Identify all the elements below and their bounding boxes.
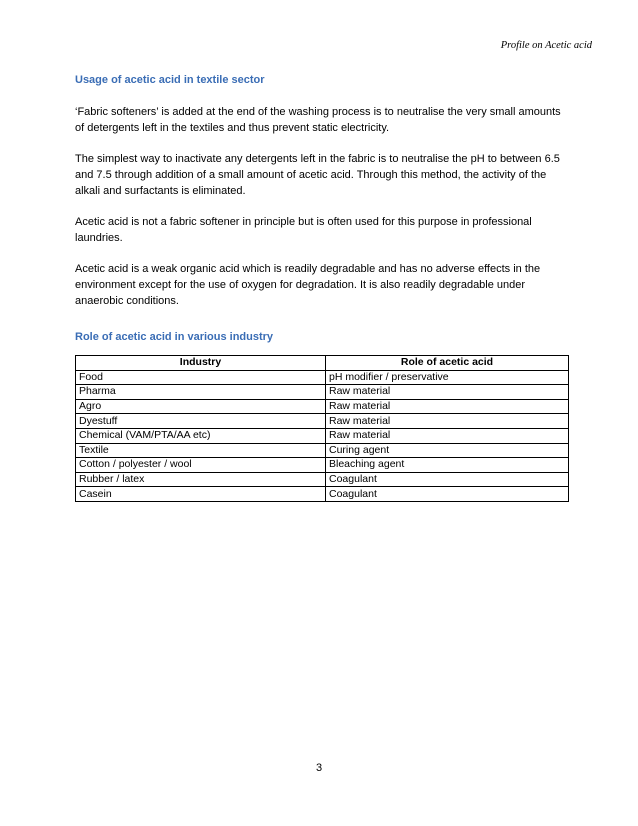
cell-role: Bleaching agent (326, 458, 569, 473)
cell-role: Coagulant (326, 487, 569, 502)
table-row (76, 443, 569, 458)
cell-industry: Agro (76, 399, 326, 414)
industry-role-table (75, 355, 569, 502)
cell-industry: Rubber / latex (76, 472, 326, 487)
cell-industry: Textile (76, 443, 326, 458)
cell-industry: Pharma (76, 385, 326, 400)
paragraph-fabric-softeners: ‘Fabric softeners’ is added at the end of the washing process is to neutralise the very small amounts of detergents left in the textiles and thus prevent static electricity. (75, 106, 561, 134)
cell-role: Raw material (326, 385, 569, 400)
page-content (75, 74, 565, 502)
table-row (76, 428, 569, 443)
cell-role: Raw material (326, 414, 569, 429)
table-row (76, 414, 569, 429)
cell-industry: Casein (76, 487, 326, 502)
cell-industry: Chemical (VAM/PTA/AA etc) (76, 428, 326, 443)
table-row (76, 385, 569, 400)
cell-role: Raw material (326, 428, 569, 443)
section-heading-textile: Usage of acetic acid in textile sector (75, 74, 265, 86)
page-number: 3 (315, 762, 323, 774)
table-header-row (76, 356, 569, 371)
paragraph-neutralise-ph: The simplest way to inactivate any detergents left in the fabric is to neutralise the pH to between 6.5 and 7.5 through addition of a small amount of acetic acid. Through this method, the activity of the alkali and surfactants is eliminated. (75, 153, 560, 197)
cell-role: Curing agent (326, 443, 569, 458)
cell-industry: Dyestuff (76, 414, 326, 429)
table-row (76, 472, 569, 487)
table-row (76, 458, 569, 473)
cell-role: Raw material (326, 399, 569, 414)
column-header-role: Role of acetic acid (326, 356, 569, 371)
running-header: Profile on Acetic acid (500, 40, 592, 51)
table-row (76, 399, 569, 414)
table-row (76, 487, 569, 502)
paragraph-not-softener: Acetic acid is not a fabric softener in principle but is often used for this purpose in professional laundries. (75, 216, 532, 244)
section-heading-industry: Role of acetic acid in various industry (75, 331, 274, 343)
column-header-industry: Industry (76, 356, 326, 371)
cell-role: pH modifier / preservative (326, 370, 569, 385)
cell-role: Coagulant (326, 472, 569, 487)
table-row (76, 370, 569, 385)
cell-industry: Food (76, 370, 326, 385)
cell-industry: Cotton / polyester / wool (76, 458, 326, 473)
paragraph-degradable: Acetic acid is a weak organic acid which is readily degradable and has no adverse effects in the environment except for the use of oxygen for degradation. It is also readily degradable under anaerobic conditions. (75, 263, 541, 307)
